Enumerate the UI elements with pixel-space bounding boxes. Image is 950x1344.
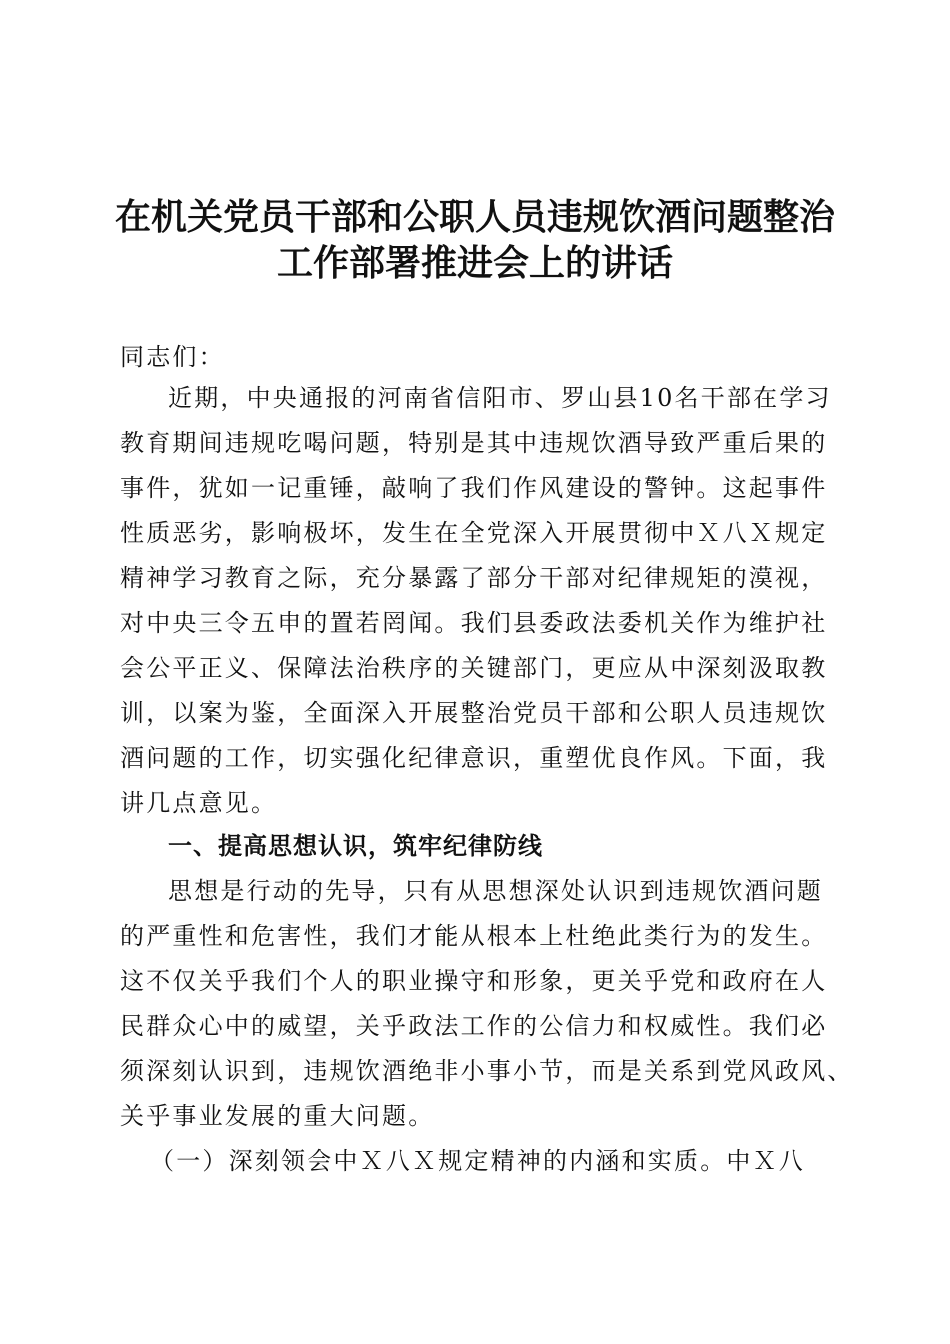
- body-line: 须深刻认识到，违规饮酒绝非小事小节，而是关系到党风政风、: [120, 1057, 854, 1085]
- body-line: 教育期间违规吃喝问题，特别是其中违规饮酒导致严重后果的: [120, 429, 828, 457]
- document-title-line-1: 在机关党员干部和公职人员违规饮酒问题整治: [114, 196, 835, 238]
- subsection-heading: （一）深刻领会中Ｘ八Ｘ规定精神的内涵和实质。中Ｘ八: [150, 1147, 805, 1175]
- body-line: 这不仅关乎我们个人的职业操守和形象，更关乎党和政府在人: [120, 967, 828, 995]
- document-title-line-2: 工作部署推进会上的讲话: [276, 242, 673, 284]
- body-line: 近期，中央通报的河南省信阳市、罗山县10名干部在学习: [168, 384, 832, 412]
- body-line: 会公平正义、保障法治秩序的关键部门，更应从中深刻汲取教: [120, 654, 828, 682]
- body-line: 讲几点意见。: [120, 789, 278, 817]
- body-line: 关乎事业发展的重大问题。: [120, 1102, 435, 1130]
- body-line: 民群众心中的威望，关乎政法工作的公信力和权威性。我们必: [120, 1012, 828, 1040]
- body-line: 对中央三令五申的置若罔闻。我们县委政法委机关作为维护社: [120, 609, 828, 637]
- salutation: 同志们：: [120, 343, 225, 371]
- body-line: 性质恶劣，影响极坏，发生在全党深入开展贯彻中Ｘ八Ｘ规定: [120, 519, 828, 547]
- body-line: 事件，犹如一记重锤，敲响了我们作风建设的警钟。这起事件: [120, 474, 828, 502]
- body-line: 的严重性和危害性，我们才能从根本上杜绝此类行为的发生。: [120, 922, 828, 950]
- body-line: 思想是行动的先导，只有从思想深处认识到违规饮酒问题: [168, 877, 823, 905]
- body-line: 酒问题的工作，切实强化纪律意识，重塑优良作风。下面，我: [120, 744, 828, 772]
- body-line: 训，以案为鉴，全面深入开展整治党员干部和公职人员违规饮: [120, 699, 828, 727]
- section-heading: 一、提高思想认识，筑牢纪律防线: [168, 831, 543, 860]
- body-line: 精神学习教育之际，充分暴露了部分干部对纪律规矩的漠视，: [120, 564, 828, 592]
